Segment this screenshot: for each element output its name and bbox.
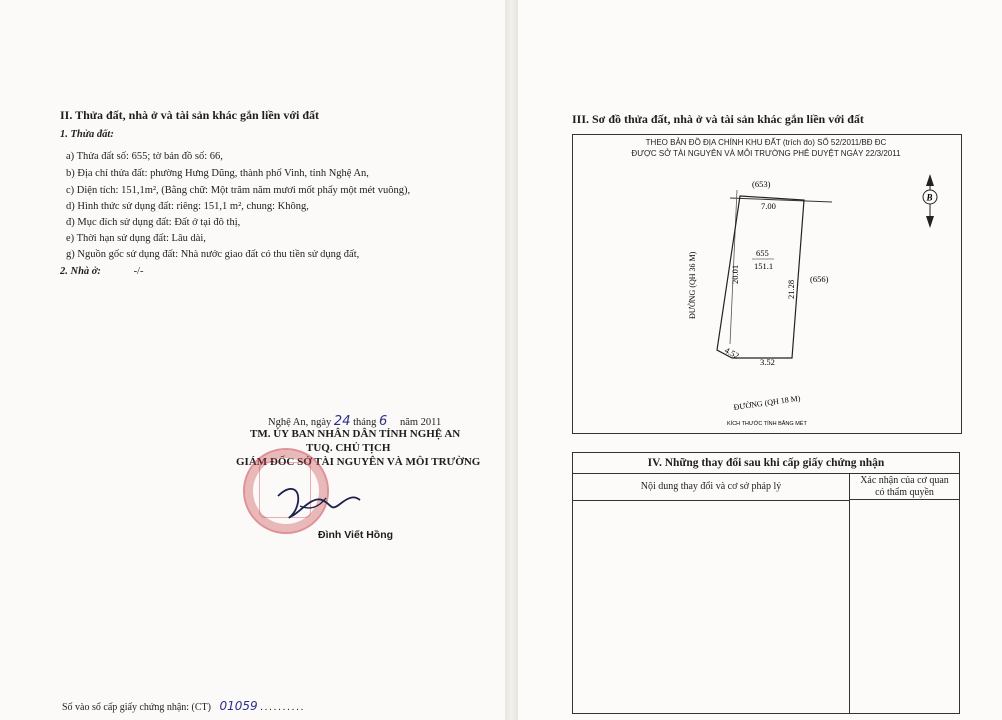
map-header-line2: ĐƯỢC SỞ TÀI NGUYÊN VÀ MÔI TRƯỜNG PHÊ DUYỆT NGÀY 22/3/2011 (631, 149, 901, 158)
register-line: Số vào sổ cấp giấy chứng nhận: (CT) 01059 .......... (62, 699, 306, 713)
sign-role2: GIÁM ĐỐC SỞ TÀI NGUYÊN VÀ MÔI TRƯỜNG (236, 456, 481, 468)
changes-column-divider (849, 500, 850, 713)
land-item-b: b) Địa chỉ thửa đất: phường Hưng Dũng, thành phố Vinh, tỉnh Nghệ An, (66, 168, 369, 179)
house-heading: 2. Nhà ở: (60, 266, 101, 277)
house-row (60, 266, 143, 277)
sign-day: 24 (333, 414, 351, 429)
land-item-a: a) Thửa đất số: 655; tờ bản đồ số: 66, (66, 151, 223, 162)
parcel-east-label: (656) (810, 274, 829, 284)
sign-month: 6 (379, 414, 388, 429)
register-number: 01059 (219, 699, 258, 713)
dim-left-label: 20.01 (730, 264, 740, 284)
parcel-id-label: 655 (756, 248, 769, 258)
sign-org: TM. ỦY BAN NHÂN DÂN TỈNH NGHỆ AN (250, 428, 461, 440)
land-item-c: c) Diện tích: 151,1m², (Bằng chữ: Một trăm năm mươi mốt phẩy một mét vuông), (66, 185, 411, 196)
sign-place-date: Nghệ An, ngày 24 tháng 6 năm 2011 (268, 414, 442, 429)
road-bottom-label: ĐƯỜNG (QH 18 M) (733, 393, 801, 412)
page-fold (505, 0, 518, 720)
changes-col2-header: Xác nhận của cơ quan có thẩm quyền (850, 473, 959, 500)
sign-role1: TUQ. CHỦ TỊCH (306, 442, 391, 454)
section-ii-title: II. Thửa đất, nhà ở và tài sản khác gắn liền với đất (60, 108, 320, 122)
land-item-e: e) Thời hạn sử dụng đất: Lâu dài, (66, 233, 206, 244)
signer-name: Đình Viết Hồng (318, 529, 394, 541)
parcel-north-label: (653) (752, 179, 771, 189)
section-iii-title: III. Sơ đồ thửa đất, nhà ở và tài sản khác gắn liền với đất (572, 112, 864, 126)
dim-bottom-left-label: 4.52 (723, 344, 741, 361)
changes-col1-header: Nội dung thay đổi và cơ sở pháp lý (573, 473, 850, 501)
land-item-g: g) Nguồn gốc sử dụng đất: Nhà nước giao đất có thu tiền sử dụng đất, (66, 249, 360, 260)
parcel-area-label: 151.1 (754, 261, 774, 271)
parcel-diagram (572, 134, 960, 432)
changes-table (572, 452, 960, 714)
road-left-label: ĐƯỜNG (QH 36 M) (688, 251, 697, 319)
signature-mark (270, 476, 365, 526)
land-item-d: d) Hình thức sử dụng đất: riêng: 151,1 m², chung: Không, (66, 201, 309, 212)
changes-title: IV. Những thay đổi sau khi cấp giấy chứng nhận (573, 453, 959, 474)
map-header-line1: THEO BẢN ĐỒ ĐỊA CHÍNH KHU ĐẤT (trích đo) SỐ 52/2011/BĐ ĐC (645, 138, 887, 147)
dim-top-label: 7.00 (761, 201, 776, 211)
land-heading: 1. Thửa đất: (60, 129, 114, 140)
north-arrow-head (926, 174, 934, 186)
land-item-dd: đ) Mục đích sử dụng đất: Đất ở tại đô thị, (66, 217, 241, 228)
house-value: -/- (133, 266, 144, 277)
scale-note: KÍCH THƯỚC TÍNH BẰNG MÉT (727, 421, 807, 427)
dim-bottom-label: 3.52 (760, 357, 775, 367)
north-mark-label: B (926, 192, 933, 203)
dim-right-label: 21.28 (786, 279, 796, 299)
